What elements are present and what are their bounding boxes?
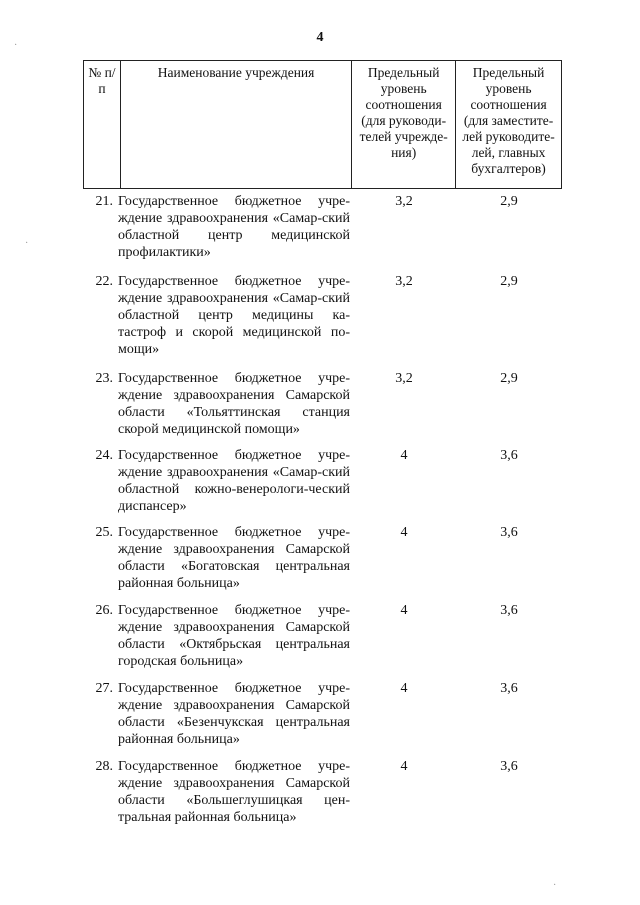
row-level-heads: 4 xyxy=(400,448,408,463)
row-institution-name: Государственное бюджетное учре-ждение здравоохранения Самарской области «Тольяттинская станция скорой медицинской помощи» xyxy=(118,371,350,437)
row-institution-name: Государственное бюджетное учре-ждение здравоохранения Самарской области «Богатовская центральная районная больница» xyxy=(118,525,350,591)
row-number: 22. xyxy=(95,274,113,289)
row-level-deputies: 3,6 xyxy=(500,525,518,540)
header-num: № п/п xyxy=(84,61,121,189)
row-level-heads: 3,2 xyxy=(395,274,413,289)
scan-speck: · xyxy=(14,40,18,51)
scan-speck: · xyxy=(553,880,557,891)
row-level-deputies: 3,6 xyxy=(500,681,518,696)
row-institution-name: Государственное бюджетное учре-ждение здравоохранения «Самар-ский областной центр медицинской профилактики» xyxy=(118,194,350,260)
table-header xyxy=(83,60,562,189)
row-number: 28. xyxy=(95,759,113,774)
row-level-deputies: 3,6 xyxy=(500,759,518,774)
row-level-heads: 4 xyxy=(400,525,408,540)
row-level-heads: 4 xyxy=(400,759,408,774)
header-level-deputies: Предельный уровень соотношения (для заместите-лей руководите-лей, главных бухгалтеров) xyxy=(456,61,562,189)
header-name: Наименование учреждения xyxy=(120,61,351,189)
scan-speck: · xyxy=(25,238,29,249)
row-number: 27. xyxy=(95,681,113,696)
row-level-deputies: 3,6 xyxy=(500,603,518,618)
row-number: 26. xyxy=(95,603,113,618)
row-level-heads: 3,2 xyxy=(395,371,413,386)
row-number: 25. xyxy=(95,525,113,540)
row-level-deputies: 3,6 xyxy=(500,448,518,463)
row-level-deputies: 2,9 xyxy=(500,274,518,289)
row-institution-name: Государственное бюджетное учре-ждение здравоохранения «Самар-ский областной центр медицины ка-тастроф и скорой медицинской по-мощи» xyxy=(118,274,350,357)
row-institution-name: Государственное бюджетное учре-ждение здравоохранения «Самар-ский областной кожно-венерологи-ческий диспансер» xyxy=(118,448,350,514)
row-number: 24. xyxy=(95,448,113,463)
page-number: 4 xyxy=(316,30,324,45)
row-level-heads: 4 xyxy=(400,681,408,696)
row-institution-name: Государственное бюджетное учре-ждение здравоохранения Самарской области «Большеглушицкая цен-тральная районная больница» xyxy=(118,759,350,825)
row-level-heads: 3,2 xyxy=(395,194,413,209)
row-institution-name: Государственное бюджетное учре-ждение здравоохранения Самарской области «Октябрьская центральная городская больница» xyxy=(118,603,350,669)
row-level-deputies: 2,9 xyxy=(500,371,518,386)
row-level-heads: 4 xyxy=(400,603,408,618)
row-institution-name: Государственное бюджетное учре-ждение здравоохранения Самарской области «Безенчукская центральная районная больница» xyxy=(118,681,350,747)
row-number: 23. xyxy=(95,371,113,386)
row-number: 21. xyxy=(95,194,113,209)
header-level-heads: Предельный уровень соотношения (для руководи-телей учрежде-ния) xyxy=(352,61,456,189)
row-level-deputies: 2,9 xyxy=(500,194,518,209)
